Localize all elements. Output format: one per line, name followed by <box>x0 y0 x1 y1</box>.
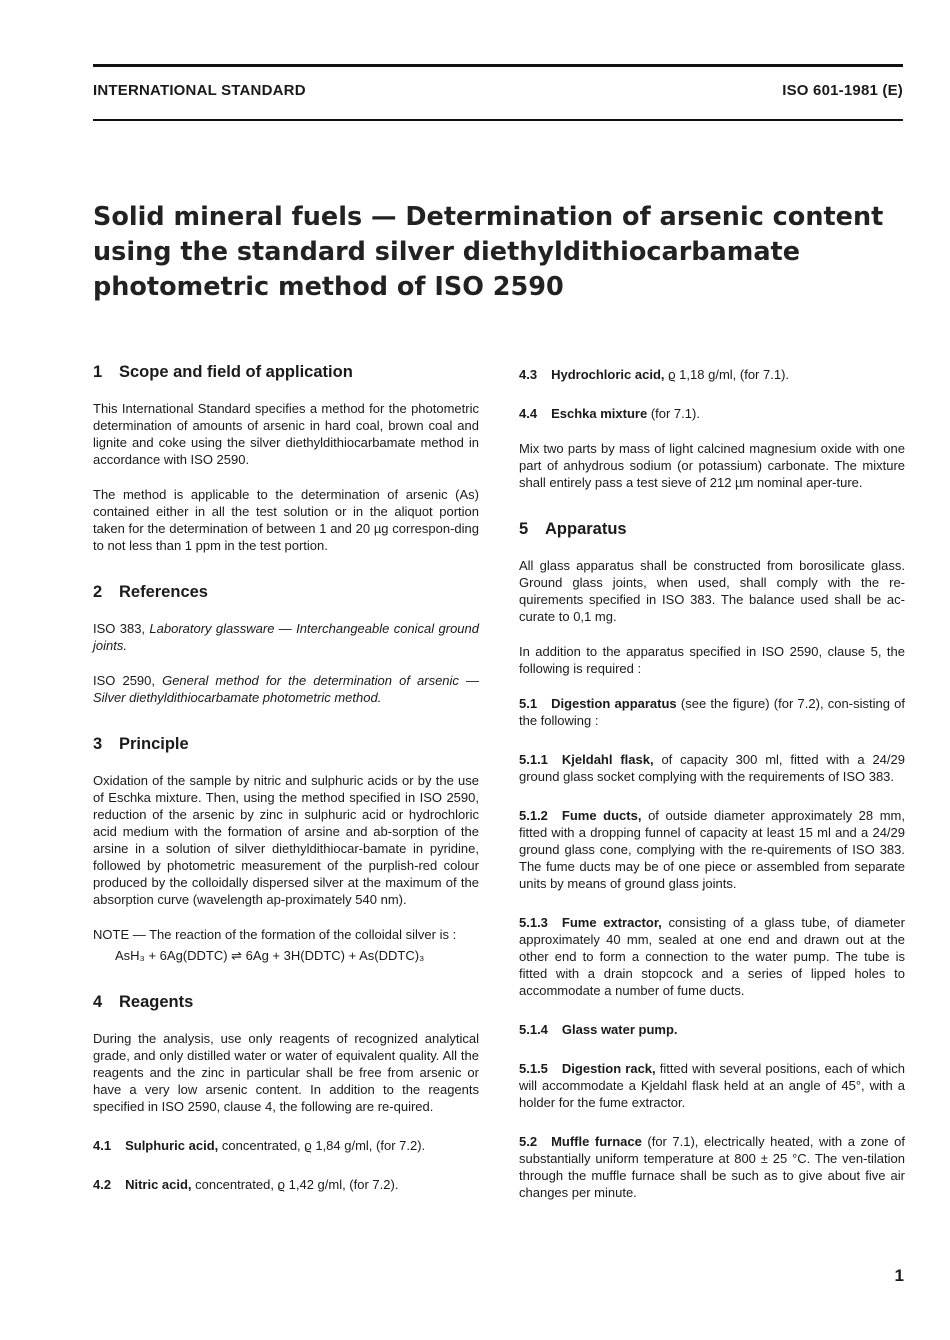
title-line-3: photometric method of ISO 2590 <box>93 272 564 302</box>
section-5-heading: 5 Apparatus <box>519 520 627 538</box>
clause-4-1: 4.1 Sulphuric acid, concentrated, ϱ 1,84 g/ml, (for 7.2). <box>93 1138 426 1153</box>
section-2-heading: 2 References <box>93 583 208 601</box>
clause-5-1-5: 5.1.5 Digestion rack, fitted with several positions, each of which will accommodate a Kjeldahl flask held at an angle of 45°, with a holder for the fume extractor. <box>519 1061 905 1110</box>
clause-5-1-1: 5.1.1 Kjeldahl flask, of capacity 300 ml, fitted with a 24/29 ground glass socket complying with the requirements of ISO 383. <box>519 752 905 784</box>
clause-4-4: 4.4 Eschka mixture (for 7.1). <box>519 406 700 421</box>
section-1-paragraph-2: The method is applicable to the determination of arsenic (As) contained either in all the test solution or in the aliquot portion taken for the determination of between 1 and 20 µg correspon-ding to not less than 1 ppm in the test portion. <box>93 487 479 553</box>
left-column <box>93 362 479 1193</box>
clause-5-1-2: 5.1.2 Fume ducts, of outside diameter approximately 28 mm, fitted with a dropping funnel of capacity at least 15 ml and a 24/29 ground glass cone, complying with the re-quirements of ISO 383. The fume ducts may be of one piece or assembled from separate units by means of ground glass joints. <box>519 808 905 891</box>
reference-iso-383: ISO 383, Laboratory glassware — Interchangeable conical ground joints. <box>93 621 479 653</box>
section-1-paragraph-1: This International Standard specifies a method for the photometric determination of amounts of arsenic in hard coal, brown coal and lignite and coke using the silver diethyldithiocarbamate method in accordance with ISO 2590. <box>93 401 479 467</box>
clause-5-1: 5.1 Digestion apparatus (see the figure) (for 7.2), con-sisting of the following : <box>519 696 905 728</box>
section-4-heading: 4 Reagents <box>93 993 194 1011</box>
clause-5-2: 5.2 Muffle furnace (for 7.1), electrically heated, with a zone of substantially uniform temperature at 800 ± 25 °C. The ven-tilation through the muffle furnace shall be such as to give about five air changes per minute. <box>519 1134 905 1200</box>
section-5-paragraph-2: In addition to the apparatus specified in ISO 2590, clause 5, the following is required : <box>519 644 905 676</box>
section-1-heading: 1 Scope and field of application <box>93 363 353 381</box>
title-line-2: using the standard silver diethyldithiocarbamate <box>93 237 801 267</box>
standard-number: ISO 601-1981 (E) <box>782 82 903 99</box>
right-column <box>519 362 905 1201</box>
clause-5-1-3: 5.1.3 Fume extractor, consisting of a glass tube, of diameter approximately 40 mm, sealed at one end and drawn out at the other end to form a connection to the water pump. The tube is fitted with a drain stopcock and a series of lipped holes to accommodate a number of fume ducts. <box>519 915 905 998</box>
section-5-paragraph-1: All glass apparatus shall be constructed from borosilicate glass. Ground glass joints, when used, shall comply with the re-quirements specified in ISO 383. The balance used shall be ac-curate to 0,1 mg. <box>519 558 905 624</box>
clause-4-2: 4.2 Nitric acid, concentrated, ϱ 1,42 g/ml, (for 7.2). <box>93 1177 399 1192</box>
section-3-heading: 3 Principle <box>93 735 189 753</box>
reaction-formula: AsH₃ + 6Ag(DDTC) ⇌ 6Ag + 3H(DDTC) + As(DDTC)₃ <box>115 948 425 963</box>
header-bottom-rule <box>93 119 903 121</box>
page-number: 1 <box>894 1266 904 1285</box>
header-top-rule <box>93 64 903 67</box>
document-type: INTERNATIONAL STANDARD <box>93 82 306 99</box>
section-4-paragraph: During the analysis, use only reagents of recognized analytical grade, and only distilled water or water of equivalent quality. All the reagents and the zinc in particular shall be free from arsenic or have a very low arsenic content. In addition to the reagents specified in ISO 2590, clause 4, the following are re-quired. <box>93 1031 479 1114</box>
title-line-1: Solid mineral fuels — Determination of arsenic content <box>93 202 884 232</box>
reference-iso-2590: ISO 2590, General method for the determination of arsenic — Silver diethyldithiocarbamate photometric method. <box>93 673 479 705</box>
clause-4-4-paragraph: Mix two parts by mass of light calcined magnesium oxide with one part of anhydrous sodium (or potassium) carbonate. The mixture shall entirely pass a test sieve of 212 µm nominal aper-ture. <box>519 441 905 490</box>
document-title <box>93 200 893 305</box>
clause-5-1-4: 5.1.4 Glass water pump. <box>519 1022 678 1037</box>
section-3-note: NOTE — The reaction of the formation of the colloidal silver is : <box>93 927 457 942</box>
clause-4-3: 4.3 Hydrochloric acid, ϱ 1,18 g/ml, (for 7.1). <box>519 367 790 382</box>
section-3-paragraph: Oxidation of the sample by nitric and sulphuric acids or by the use of Eschka mixture. Then, using the method specified in ISO 2590, reduction of the arsenic by zinc in sulphuric acid or hydrochloric acid medium with the formation of arsine and ab-sorption of the arsine in a solution of silver diethyldithiocar-bamate in pyridine, followed by photometric measurement of the purplish-red colour produced by the colloidally dispersed silver at the maximum of the absorption curve (wavelength ap-proximately 540 nm). <box>93 773 479 907</box>
